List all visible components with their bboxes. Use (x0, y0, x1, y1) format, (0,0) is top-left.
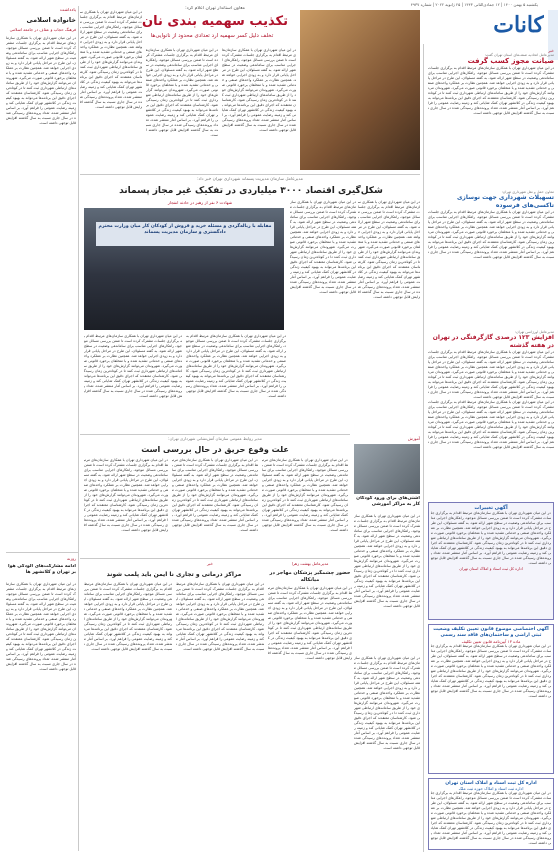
fire-body-2: در این میان شهرداری تهران با همکاری سازمان‌های مرتبط اقدام به برگزاری جلسات مشترک کرده است تا ضمن بررسی مسائل موجود، راهکارهای اجرایی مناسب برای ساماندهی وضعیت در سطح شهر ارائه شود. به گفته مسئولان، این طرح در مراحل پایانی قرار دارد و به زودی اجرایی خواهد شد. همچنین نظارت بر عملکرد واحدهای صنفی و خدماتی تشدید شده و با متخلفان برخورد قانونی صورت می‌گیرد. شهروندان می‌توانند گزارش‌های خود را از طریق سامانه‌های ارتباطی شهرداری ثبت کنند تا در کوتاه‌ترین زمان رسیدگی شود. کارشناسان معتقدند که اجرای دقیق این برنامه‌ها می‌تواند به بهبود کیفیت زندگی در کلانشهر تهران کمک شایانی کند و زمینه رضایت عمومی را فراهم آورد. بر اساس آمار منتشر شده، تعداد پرونده‌های رسیدگی شده در سال جاری نسبت به سال گذشته افزایش قابل توجهی داشته است. (172, 458, 258, 532)
right-column-story-3 (428, 330, 554, 498)
children-kicker: آموزش (407, 436, 420, 441)
left-bottom-kicker: روزنه (66, 556, 76, 561)
bread-photo-icon (300, 10, 420, 170)
fire-body-1: در این میان شهرداری تهران با همکاری سازمان‌های مرتبط اقدام به برگزاری جلسات مشترک کرده است تا ضمن بررسی مسائل موجود، راهکارهای اجرایی مناسب برای ساماندهی وضعیت در سطح شهر ارائه شود. به گفته مسئولان، این طرح در مراحل پایانی قرار دارد و به زودی اجرایی خواهد شد. همچنین نظارت بر عملکرد واحدهای صنفی و خدماتی تشدید شده و با متخلفان برخورد قانونی صورت می‌گیرد. شهروندان می‌توانند گزارش‌های خود را از طریق سامانه‌های ارتباطی شهرداری ثبت کنند تا در کوتاه‌ترین زمان رسیدگی شود. کارشناسان معتقدند که اجرای دقیق این برنامه‌ها می‌تواند به بهبود کیفیت زندگی در کلانشهر تهران کمک شایانی کند و زمینه رضایت عمومی را فراهم آورد. بر اساس آمار منتشر شده، تعداد پرونده‌های رسیدگی شده در سال جاری نسبت به سال گذشته افزایش قابل توجهی داشته است. (262, 458, 348, 532)
story-1-kicker: مدیرعامل اتحادیه صنف‌های استان تهران گفت: (484, 53, 554, 57)
notice-2-body: در این میان شهرداری تهران با همکاری سازمان‌های مرتبط اقدام به برگزاری جلسات مشترک کرده است تا ضمن بررسی مسائل موجود، راهکارهای اجرایی مناسب برای ساماندهی وضعیت در سطح شهر ارائه شود. به گفته مسئولان، این طرح در مراحل پایانی قرار دارد و به زودی اجرایی خواهد شد. همچنین نظارت بر عملکرد واحدهای صنفی و خدماتی تشدید شده و با متخلفان برخورد قانونی صورت می‌گیرد. شهروندان می‌توانند گزارش‌های خود را از طریق سامانه‌های ارتباطی شهرداری ثبت کنند تا در کوتاه‌ترین زمان رسیدگی شود. کارشناسان معتقدند که اجرای دقیق این برنامه‌ها می‌تواند به بهبود کیفیت زندگی در کلانشهر تهران کمک شایانی کند و زمینه رضایت عمومی را فراهم آورد. بر اساس آمار منتشر شده، تعداد پرونده‌های رسیدگی شده در سال جاری نسبت به سال گذشته افزایش قابل توجهی داشته است. (431, 644, 551, 698)
notice-box-2 (428, 624, 554, 774)
story-3-body-cont: در این میان شهرداری تهران با همکاری سازمان‌های مرتبط اقدام به برگزاری جلسات مشترک کرده است تا ضمن بررسی مسائل موجود، راهکارهای اجرایی مناسب برای ساماندهی وضعیت در سطح شهر ارائه شود. به گفته مسئولان، این طرح در مراحل پایانی قرار دارد و به زودی اجرایی خواهد شد. همچنین نظارت بر عملکرد واحدهای صنفی و خدماتی تشدید شده و با متخلفان برخورد قانونی صورت می‌گیرد. شهروندان می‌توانند گزارش‌های خود را از طریق سامانه‌های ارتباطی شهرداری ثبت کنند تا در کوتاه‌ترین زمان رسیدگی شود. کارشناسان معتقدند که اجرای دقیق این برنامه‌ها می‌تواند به بهبود کیفیت زندگی در کلانشهر تهران کمک شایانی کند و زمینه رضایت عمومی را فراهم آورد. بر اساس آمار منتشر شده، تعداد پرونده‌های رسیدگی شده در سال جاری نسبت به سال گذشته افزایش قابل توجهی داشته است. (428, 400, 554, 449)
story-1-headline: صیانت مجوز کسب گرفت (467, 57, 554, 65)
street-photo-icon (354, 444, 420, 494)
story-3-kicker: مدیرعامل اورژانس تهران: (514, 330, 554, 334)
story-2-body: در این میان شهرداری تهران با همکاری سازمان‌های مرتبط اقدام به برگزاری جلسات مشترک کرده است تا ضمن بررسی مسائل موجود، راهکارهای اجرایی مناسب برای ساماندهی وضعیت در سطح شهر ارائه شود. به گفته مسئولان، این طرح در مراحل پایانی قرار دارد و به زودی اجرایی خواهد شد. همچنین نظارت بر عملکرد واحدهای صنفی و خدماتی تشدید شده و با متخلفان برخورد قانونی صورت می‌گیرد. شهروندان می‌توانند گزارش‌های خود را از طریق سامانه‌های ارتباطی شهرداری ثبت کنند تا در کوتاه‌ترین زمان رسیدگی شود. کارشناسان معتقدند که اجرای دقیق این برنامه‌ها می‌تواند به بهبود کیفیت زندگی در کلانشهر تهران کمک شایانی کند و زمینه رضایت عمومی را فراهم آورد. بر اساس آمار منتشر شده، تعداد پرونده‌های رسیدگی شده در سال جاری نسبت به سال گذشته افزایش قابل توجهی داشته است. (428, 210, 554, 259)
fire-headline: علت وقوع حریق در حال بررسی است (141, 445, 289, 454)
market-kicker: خبر (207, 561, 213, 566)
notice-1-title: آگهی تغییرات (474, 505, 508, 511)
right-column-story-2 (428, 190, 554, 330)
story-1-body: در این میان شهرداری تهران با همکاری سازمان‌های مرتبط اقدام به برگزاری جلسات مشترک کرده است تا ضمن بررسی مسائل موجود، راهکارهای اجرایی مناسب برای ساماندهی وضعیت در سطح شهر ارائه شود. به گفته مسئولان، این طرح در مراحل پایانی قرار دارد و به زودی اجرایی خواهد شد. همچنین نظارت بر عملکرد واحدهای صنفی و خدماتی تشدید شده و با متخلفان برخورد قانونی صورت می‌گیرد. شهروندان می‌توانند گزارش‌های خود را از طریق سامانه‌های ارتباطی شهرداری ثبت کنند تا در کوتاه‌ترین زمان رسیدگی شود. کارشناسان معتقدند که اجرای دقیق این برنامه‌ها می‌تواند به بهبود کیفیت زندگی در کلانشهر تهران کمک شایانی کند و زمینه رضایت عمومی را فراهم آورد. بر اساس آمار منتشر شده، تعداد پرونده‌های رسیدگی شده در سال جاری نسبت به سال گذشته افزایش قابل توجهی داشته است. (428, 66, 554, 115)
notice-3-body: در این میان شهرداری تهران با همکاری سازمان‌های مرتبط اقدام به برگزاری جلسات مشترک کرده است تا ضمن بررسی مسائل موجود، راهکارهای اجرایی مناسب برای ساماندهی وضعیت در سطح شهر ارائه شود. به گفته مسئولان، این طرح در مراحل پایانی قرار دارد و به زودی اجرایی خواهد شد. همچنین نظارت بر عملکرد واحدهای صنفی و خدماتی تشدید شده و با متخلفان برخورد قانونی صورت می‌گیرد. شهروندان می‌توانند گزارش‌های خود را از طریق سامانه‌های ارتباطی شهرداری ثبت کنند تا در کوتاه‌ترین زمان رسیدگی شود. کارشناسان معتقدند که اجرای دقیق این برنامه‌ها می‌تواند به بهبود کیفیت زندگی در کلانشهر تهران کمک شایانی کند و زمینه رضایت عمومی را فراهم آورد. بر اساس آمار منتشر شده، تعداد پرونده‌های رسیدگی شده در سال جاری نسبت به سال گذشته افزایش قابل توجهی داشته است. (431, 791, 551, 845)
top-story-kicker: معاون استاندار تهران اعلام کرد: (185, 6, 245, 11)
notice-1-footer: اداره کل ثبت اسناد و املاک استان تهران (459, 566, 523, 571)
notice-2-sub: ماده ۱۳ آیین‌نامه قانون تعیین تکلیف (461, 639, 521, 644)
left-section-label: یادداشت (59, 8, 76, 13)
story-2-headline: تسهیلات شهرداری جهت نوسازی تاکسی‌های فرسوده (456, 194, 554, 209)
middle-photo-caption: شهادت ۶ نفر از رهبر در حادثه انفجار (167, 200, 233, 205)
notice-2-title: آگهی اختصاصی موضوع قانون تعیین تکلیف وضعیت ثبتی اراضی و ساختمان‌های فاقد سند رسمی (433, 627, 549, 638)
middle-kicker: مدیرعامل سازمان مدیریت پسماند شهرداری تهران خبر داد: (197, 177, 303, 182)
fire-body-3: در این میان شهرداری تهران با همکاری سازمان‌های مرتبط اقدام به برگزاری جلسات مشترک کرده است تا ضمن بررسی مسائل موجود، راهکارهای اجرایی مناسب برای ساماندهی وضعیت در سطح شهر ارائه شود. به گفته مسئولان، این طرح در مراحل پایانی قرار دارد و به زودی اجرایی خواهد شد. همچنین نظارت بر عملکرد واحدهای صنفی و خدماتی تشدید شده و با متخلفان برخورد قانونی صورت می‌گیرد. شهروندان می‌توانند گزارش‌های خود را از طریق سامانه‌های ارتباطی شهرداری ثبت کنند تا در کوتاه‌ترین زمان رسیدگی شود. کارشناسان معتقدند که اجرای دقیق این برنامه‌ها می‌تواند به بهبود کیفیت زندگی در کلانشهر تهران کمک شایانی کند و زمینه رضایت عمومی را فراهم آورد. بر اساس آمار منتشر شده، تعداد پرونده‌های رسیدگی شده در سال جاری نسبت به سال گذشته افزایش قابل توجهی داشته است. (84, 458, 168, 532)
left-body: در این میان شهرداری تهران با همکاری سازمان‌های مرتبط اقدام به برگزاری جلسات مشترک کرده است تا ضمن بررسی مسائل موجود، راهکارهای اجرایی مناسب برای ساماندهی وضعیت در سطح شهر ارائه شود. به گفته مسئولان، این طرح در مراحل پایانی قرار دارد و به زودی اجرایی خواهد شد. همچنین نظارت بر عملکرد واحدهای صنفی و خدماتی تشدید شده و با متخلفان برخورد قانونی صورت می‌گیرد. شهروندان می‌توانند گزارش‌های خود را از طریق سامانه‌های ارتباطی شهرداری ثبت کنند تا در کوتاه‌ترین زمان رسیدگی شود. کارشناسان معتقدند که اجرای دقیق این برنامه‌ها می‌تواند به بهبود کیفیت زندگی در کلانشهر تهران کمک شایانی کند و زمینه رضایت عمومی را فراهم آورد. بر اساس آمار منتشر شده، تعداد پرونده‌های رسیدگی شده در سال جاری نسبت به سال گذشته افزایش قابل توجهی داشته است. (6, 36, 76, 125)
masthead-logo: کانات (493, 12, 544, 38)
bottom-mid-headline: حضور چشمگیر پزشکان مهاجر در میانکاله (269, 570, 351, 583)
notice-box-3 (428, 778, 554, 850)
left-bottom-body: در این میان شهرداری تهران با همکاری سازمان‌های مرتبط اقدام به برگزاری جلسات مشترک کرده است تا ضمن بررسی مسائل موجود، راهکارهای اجرایی مناسب برای ساماندهی وضعیت در سطح شهر ارائه شود. به گفته مسئولان، این طرح در مراحل پایانی قرار دارد و به زودی اجرایی خواهد شد. همچنین نظارت بر عملکرد واحدهای صنفی و خدماتی تشدید شده و با متخلفان برخورد قانونی صورت می‌گیرد. شهروندان می‌توانند گزارش‌های خود را از طریق سامانه‌های ارتباطی شهرداری ثبت کنند تا در کوتاه‌ترین زمان رسیدگی شود. کارشناسان معتقدند که اجرای دقیق این برنامه‌ها می‌تواند به بهبود کیفیت زندگی در کلانشهر تهران کمک شایانی کند و زمینه رضایت عمومی را فراهم آورد. بر اساس آمار منتشر شده، تعداد پرونده‌های رسیدگی شده در سال جاری نسبت به سال گذشته افزایش قابل توجهی داشته است. (6, 582, 76, 671)
bottom-mid-kicker: مدیرعامل بهشت زهرا (291, 561, 329, 566)
market-body-2: در این میان شهرداری تهران با همکاری سازمان‌های مرتبط اقدام به برگزاری جلسات مشترک کرده است تا ضمن بررسی مسائل موجود، راهکارهای اجرایی مناسب برای ساماندهی وضعیت در سطح شهر ارائه شود. به گفته مسئولان، این طرح در مراحل پایانی قرار دارد و به زودی اجرایی خواهد شد. همچنین نظارت بر عملکرد واحدهای صنفی و خدماتی تشدید شده و با متخلفان برخورد قانونی صورت می‌گیرد. شهروندان می‌توانند گزارش‌های خود را از طریق سامانه‌های ارتباطی شهرداری ثبت کنند تا در کوتاه‌ترین زمان رسیدگی شود. کارشناسان معتقدند که اجرای دقیق این برنامه‌ها می‌تواند به بهبود کیفیت زندگی در کلانشهر تهران کمک شایانی کند و زمینه رضایت عمومی را فراهم آورد. بر اساس آمار منتشر شده، تعداد پرونده‌های رسیدگی شده در سال جاری نسبت به سال گذشته افزایش قابل توجهی داشته است. (84, 582, 172, 651)
market-body-1: در این میان شهرداری تهران با همکاری سازمان‌های مرتبط اقدام به برگزاری جلسات مشترک کرده است تا ضمن بررسی مسائل موجود، راهکارهای اجرایی مناسب برای ساماندهی وضعیت در سطح شهر ارائه شود. به گفته مسئولان، این طرح در مراحل پایانی قرار دارد و به زودی اجرایی خواهد شد. همچنین نظارت بر عملکرد واحدهای صنفی و خدماتی تشدید شده و با متخلفان برخورد قانونی صورت می‌گیرد. شهروندان می‌توانند گزارش‌های خود را از طریق سامانه‌های ارتباطی شهرداری ثبت کنند تا در کوتاه‌ترین زمان رسیدگی شود. کارشناسان معتقدند که اجرای دقیق این برنامه‌ها می‌تواند به بهبود کیفیت زندگی در کلانشهر تهران کمک شایانی کند و زمینه رضایت عمومی را فراهم آورد. بر اساس آمار منتشر شده، تعداد پرونده‌های رسیدگی شده در سال جاری نسبت به سال گذشته افزایش قابل توجهی داشته است. (176, 582, 264, 651)
middle-body-2: در این میان شهرداری تهران با همکاری سازمان‌های مرتبط اقدام به برگزاری جلسات مشترک کرده است تا ضمن بررسی مسائل موجود، راهکارهای اجرایی مناسب برای ساماندهی وضعیت در سطح شهر ارائه شود. به گفته مسئولان، این طرح در مراحل پایانی قرار دارد و به زودی اجرایی خواهد شد. همچنین نظارت بر عملکرد واحدهای صنفی و خدماتی تشدید شده و با متخلفان برخورد قانونی صورت می‌گیرد. شهروندان می‌توانند گزارش‌های خود را از طریق سامانه‌های ارتباطی شهرداری ثبت کنند تا در کوتاه‌ترین زمان رسیدگی شود. کارشناسان معتقدند که اجرای دقیق این برنامه‌ها می‌تواند به بهبود کیفیت زندگی در کلانشهر تهران کمک شایانی کند و زمینه رضایت عمومی را فراهم آورد. بر اساس آمار منتشر شده، تعداد پرونده‌های رسیدگی شده در سال جاری نسبت به سال گذشته افزایش قابل توجهی داشته است. (358, 200, 420, 299)
middle-banner: مقابله با زباله‌گردی و مسئله خرید و فروش از کودکان کار میان وزارت محترم دادگستری و سازمان مدیریت پسماند (96, 222, 274, 246)
left-sub-headline: فرهنگ حجاب و عفاف در جامعه اسلامی (9, 27, 76, 32)
middle-body-4: در این میان شهرداری تهران با همکاری سازمان‌های مرتبط اقدام به برگزاری جلسات مشترک کرده است تا ضمن بررسی مسائل موجود، راهکارهای اجرایی مناسب برای ساماندهی وضعیت در سطح شهر ارائه شود. به گفته مسئولان، این طرح در مراحل پایانی قرار دارد و به زودی اجرایی خواهد شد. همچنین نظارت بر عملکرد واحدهای صنفی و خدماتی تشدید شده و با متخلفان برخورد قانونی صورت می‌گیرد. شهروندان می‌توانند گزارش‌های خود را از طریق سامانه‌های ارتباطی شهرداری ثبت کنند تا در کوتاه‌ترین زمان رسیدگی شود. کارشناسان معتقدند که اجرای دقیق این برنامه‌ها می‌تواند به بهبود کیفیت زندگی در کلانشهر تهران کمک شایانی کند و زمینه رضایت عمومی را فراهم آورد. بر اساس آمار منتشر شده، تعداد پرونده‌های رسیدگی شده در سال جاری نسبت به سال گذشته افزایش قابل توجهی داشته است. (186, 334, 286, 398)
top-story-body-1: در این میان شهرداری تهران با همکاری سازمان‌های مرتبط اقدام به برگزاری جلسات مشترک کرده است تا ضمن بررسی مسائل موجود، راهکارهای اجرایی مناسب برای ساماندهی وضعیت در سطح شهر ارائه شود. به گفته مسئولان، این طرح در مراحل پایانی قرار دارد و به زودی اجرایی خواهد شد. همچنین نظارت بر عملکرد واحدهای صنفی و خدماتی تشدید شده و با متخلفان برخورد قانونی صورت می‌گیرد. شهروندان می‌توانند گزارش‌های خود را از طریق سامانه‌های ارتباطی شهرداری ثبت کنند تا در کوتاه‌ترین زمان رسیدگی شود. کارشناسان معتقدند که اجرای دقیق این برنامه‌ها می‌تواند به بهبود کیفیت زندگی در کلانشهر تهران کمک شایانی کند و زمینه رضایت عمومی را فراهم آورد. بر اساس آمار منتشر شده، تعداد پرونده‌های رسیدگی شده در سال جاری نسبت به سال گذشته افزایش قابل توجهی داشته است. (222, 48, 296, 132)
masthead-date-line: یکشنبه ۵ بهمن ۱۴۰۰ | ۱۲ جمادی‌الثانی ۱۴۴۳ | ۲۵ ژانویه ۲۰۲۲ | شماره ۴۹۳۷ (410, 2, 538, 7)
right-mid-body: در این میان شهرداری تهران با همکاری سازمان‌های مرتبط اقدام به برگزاری جلسات مشترک کرده است تا ضمن بررسی مسائل موجود، راهکارهای اجرایی مناسب برای ساماندهی وضعیت در سطح شهر ارائه شود. به گفته مسئولان، این طرح در مراحل پایانی قرار دارد و به زودی اجرایی خواهد شد. همچنین نظارت بر عملکرد واحدهای صنفی و خدماتی تشدید شده و با متخلفان برخورد قانونی صورت می‌گیرد. شهروندان می‌توانند گزارش‌های خود را از طریق سامانه‌های ارتباطی شهرداری ثبت کنند تا در کوتاه‌ترین زمان رسیدگی شود. کارشناسان معتقدند که اجرای دقیق این برنامه‌ها می‌تواند به بهبود کیفیت زندگی در کلانشهر تهران کمک شایانی کند و زمینه رضایت عمومی را فراهم آورد. بر اساس آمار منتشر شده، تعداد پرونده‌های رسیدگی شده در سال جاری نسبت به سال گذشته افزایش قابل توجهی داشته است. (354, 656, 420, 750)
top-story-body-2: در این میان شهرداری تهران با همکاری سازمان‌های مرتبط اقدام به برگزاری جلسات مشترک کرده است تا ضمن بررسی مسائل موجود، راهکارهای اجرایی مناسب برای ساماندهی وضعیت در سطح شهر ارائه شود. به گفته مسئولان، این طرح در مراحل پایانی قرار دارد و به زودی اجرایی خواهد شد. همچنین نظارت بر عملکرد واحدهای صنفی و خدماتی تشدید شده و با متخلفان برخورد قانونی صورت می‌گیرد. شهروندان می‌توانند گزارش‌های خود را از طریق سامانه‌های ارتباطی شهرداری ثبت کنند تا در کوتاه‌ترین زمان رسیدگی شود. کارشناسان معتقدند که اجرای دقیق این برنامه‌ها می‌تواند به بهبود کیفیت زندگی در کلانشهر تهران کمک شایانی کند و زمینه رضایت عمومی را فراهم آورد. بر اساس آمار منتشر شده، تعداد پرونده‌های رسیدگی شده در سال جاری نسبت به سال گذشته افزایش قابل توجهی داشته است. (146, 48, 218, 137)
middle-headline: شکل‌گیری اقتصاد ۳۰۰۰ میلیاردی در تفکیک غیر مجاز پسماند (119, 186, 383, 196)
middle-body-1: در این میان شهرداری تهران با همکاری سازمان‌های مرتبط اقدام به برگزاری جلسات مشترک کرده است تا ضمن بررسی مسائل موجود، راهکارهای اجرایی مناسب برای ساماندهی وضعیت در سطح شهر ارائه شود. به گفته مسئولان، این طرح در مراحل پایانی قرار دارد و به زودی اجرایی خواهد شد. همچنین نظارت بر عملکرد واحدهای صنفی و خدماتی تشدید شده و با متخلفان برخورد قانونی صورت می‌گیرد. شهروندان می‌توانند گزارش‌های خود را از طریق سامانه‌های ارتباطی شهرداری ثبت کنند تا در کوتاه‌ترین زمان رسیدگی شود. کارشناسان معتقدند که اجرای دقیق این برنامه‌ها می‌تواند به بهبود کیفیت زندگی در کلانشهر تهران کمک شایانی کند و زمینه رضایت عمومی را فراهم آورد. بر اساس آمار منتشر شده، تعداد پرونده‌های رسیدگی شده در سال جاری نسبت به سال گذشته افزایش قابل توجهی داشته است. (290, 200, 356, 294)
notice-3-sub: اداره ثبت اسناد و املاک حوزه ثبت ملک (458, 786, 524, 791)
market-headline: مراکز درمانی و تجاری نا ایمن باید پلمب شوند (106, 571, 242, 578)
notice-3-title: اداره کل ثبت اسناد و املاک استان تهران (445, 781, 537, 786)
children-headline: آشتی‌های برای ورود کودکان کار به مراکز آموزشی (356, 496, 420, 507)
right-column-story-1 (428, 48, 554, 208)
story-2-kicker: معاون حمل و نقل شهرداری تهران: (501, 190, 554, 194)
story-3-body: در این میان شهرداری تهران با همکاری سازمان‌های مرتبط اقدام به برگزاری جلسات مشترک کرده است تا ضمن بررسی مسائل موجود، راهکارهای اجرایی مناسب برای ساماندهی وضعیت در سطح شهر ارائه شود. به گفته مسئولان، این طرح در مراحل پایانی قرار دارد و به زودی اجرایی خواهد شد. همچنین نظارت بر عملکرد واحدهای صنفی و خدماتی تشدید شده و با متخلفان برخورد قانونی صورت می‌گیرد. شهروندان می‌توانند گزارش‌های خود را از طریق سامانه‌های ارتباطی شهرداری ثبت کنند تا در کوتاه‌ترین زمان رسیدگی شود. کارشناسان معتقدند که اجرای دقیق این برنامه‌ها می‌تواند به بهبود کیفیت زندگی در کلانشهر تهران کمک شایانی کند و زمینه رضایت عمومی را فراهم آورد. بر اساس آمار منتشر شده، تعداد پرونده‌های رسیدگی شده در سال جاری نسبت به سال گذشته افزایش قابل توجهی داشته است. (428, 350, 554, 399)
middle-body-3: در این میان شهرداری تهران با همکاری سازمان‌های مرتبط اقدام به برگزاری جلسات مشترک کرده است تا ضمن بررسی مسائل موجود، راهکارهای اجرایی مناسب برای ساماندهی وضعیت در سطح شهر ارائه شود. به گفته مسئولان، این طرح در مراحل پایانی قرار دارد و به زودی اجرایی خواهد شد. همچنین نظارت بر عملکرد واحدهای صنفی و خدماتی تشدید شده و با متخلفان برخورد قانونی صورت می‌گیرد. شهروندان می‌توانند گزارش‌های خود را از طریق سامانه‌های ارتباطی شهرداری ثبت کنند تا در کوتاه‌ترین زمان رسیدگی شود. کارشناسان معتقدند که اجرای دقیق این برنامه‌ها می‌تواند به بهبود کیفیت زندگی در کلانشهر تهران کمک شایانی کند و زمینه رضایت عمومی را فراهم آورد. بر اساس آمار منتشر شده، تعداد پرونده‌های رسیدگی شده در سال جاری نسبت به سال گذشته افزایش قابل توجهی داشته است. (84, 334, 182, 398)
notice-1-body: در این میان شهرداری تهران با همکاری سازمان‌های مرتبط اقدام به برگزاری جلسات مشترک کرده است تا ضمن بررسی مسائل موجود، راهکارهای اجرایی مناسب برای ساماندهی وضعیت در سطح شهر ارائه شود. به گفته مسئولان، این طرح در مراحل پایانی قرار دارد و به زودی اجرایی خواهد شد. همچنین نظارت بر عملکرد واحدهای صنفی و خدماتی تشدید شده و با متخلفان برخورد قانونی صورت می‌گیرد. شهروندان می‌توانند گزارش‌های خود را از طریق سامانه‌های ارتباطی شهرداری ثبت کنند تا در کوتاه‌ترین زمان رسیدگی شود. کارشناسان معتقدند که اجرای دقیق این برنامه‌ها می‌تواند به بهبود کیفیت زندگی در کلانشهر تهران کمک شایانی کند و زمینه رضایت عمومی را فراهم آورد. بر اساس آمار منتشر شده، تعداد پرونده‌های رسیدگی شده در سال جاری نسبت به سال گذشته افزایش قابل توجهی داشته است. (431, 511, 551, 565)
story-3-headline: افزایش ۱۲۳ درصدی گازگرفتگی در تهران در هفته گذشته (432, 334, 554, 349)
story-1-label: خبر (548, 48, 554, 53)
fire-kicker: مدیر روابط عمومی سازمان آتش‌نشانی شهرداری تهران: (168, 436, 262, 441)
top-story-headline: تکذیب سهمیه بندی نان (142, 14, 288, 29)
top-story-body-3: در این میان شهرداری تهران با همکاری سازمان‌های مرتبط اقدام به برگزاری جلسات مشترک کرده است تا ضمن بررسی مسائل موجود، راهکارهای اجرایی مناسب برای ساماندهی وضعیت در سطح شهر ارائه شود. به گفته مسئولان، این طرح در مراحل پایانی قرار دارد و به زودی اجرایی خواهد شد. همچنین نظارت بر عملکرد واحدهای صنفی و خدماتی تشدید شده و با متخلفان برخورد قانونی صورت می‌گیرد. شهروندان می‌توانند گزارش‌های خود را از طریق سامانه‌های ارتباطی شهرداری ثبت کنند تا در کوتاه‌ترین زمان رسیدگی شود. کارشناسان معتقدند که اجرای دقیق این برنامه‌ها می‌تواند به بهبود کیفیت زندگی در کلانشهر تهران کمک شایانی کند و زمینه رضایت عمومی را فراهم آورد. بر اساس آمار منتشر شده، تعداد پرونده‌های رسیدگی شده در سال جاری نسبت به سال گذشته افزایش قابل توجهی داشته است. (80, 10, 142, 109)
notice-box-1 (428, 502, 554, 620)
bottom-mid-body: در این میان شهرداری تهران با همکاری سازمان‌های مرتبط اقدام به برگزاری جلسات مشترک کرده است تا ضمن بررسی مسائل موجود، راهکارهای اجرایی مناسب برای ساماندهی وضعیت در سطح شهر ارائه شود. به گفته مسئولان، این طرح در مراحل پایانی قرار دارد و به زودی اجرایی خواهد شد. همچنین نظارت بر عملکرد واحدهای صنفی و خدماتی تشدید شده و با متخلفان برخورد قانونی صورت می‌گیرد. شهروندان می‌توانند گزارش‌های خود را از طریق سامانه‌های ارتباطی شهرداری ثبت کنند تا در کوتاه‌ترین زمان رسیدگی شود. کارشناسان معتقدند که اجرای دقیق این برنامه‌ها می‌تواند به بهبود کیفیت زندگی در کلانشهر تهران کمک شایانی کند و زمینه رضایت عمومی را فراهم آورد. بر اساس آمار منتشر شده، تعداد پرونده‌های رسیدگی شده در سال جاری نسبت به سال گذشته افزایش قابل توجهی داشته است. (268, 586, 352, 660)
children-body: در این میان شهرداری تهران با همکاری سازمان‌های مرتبط اقدام به برگزاری جلسات مشترک کرده است تا ضمن بررسی مسائل موجود، راهکارهای اجرایی مناسب برای ساماندهی وضعیت در سطح شهر ارائه شود. به گفته مسئولان، این طرح در مراحل پایانی قرار دارد و به زودی اجرایی خواهد شد. همچنین نظارت بر عملکرد واحدهای صنفی و خدماتی تشدید شده و با متخلفان برخورد قانونی صورت می‌گیرد. شهروندان می‌توانند گزارش‌های خود را از طریق سامانه‌های ارتباطی شهرداری ثبت کنند تا در کوتاه‌ترین زمان رسیدگی شود. کارشناسان معتقدند که اجرای دقیق این برنامه‌ها می‌تواند به بهبود کیفیت زندگی در کلانشهر تهران کمک شایانی کند و زمینه رضایت عمومی را فراهم آورد. بر اساس آمار منتشر شده، تعداد پرونده‌های رسیدگی شده در سال جاری نسبت به سال گذشته افزایش قابل توجهی داشته است. (354, 514, 420, 608)
left-bottom-headline: ادامه مشارکت‌های آلودگی هوا بر تهران و کلانشهر ها (8, 564, 76, 575)
left-headline: خانواده اسلامی (26, 16, 76, 24)
top-story-subhead: تخلف دلیل کسر سهمیه آرد تعدادی محدود از نانوایی‌ها (150, 33, 274, 39)
